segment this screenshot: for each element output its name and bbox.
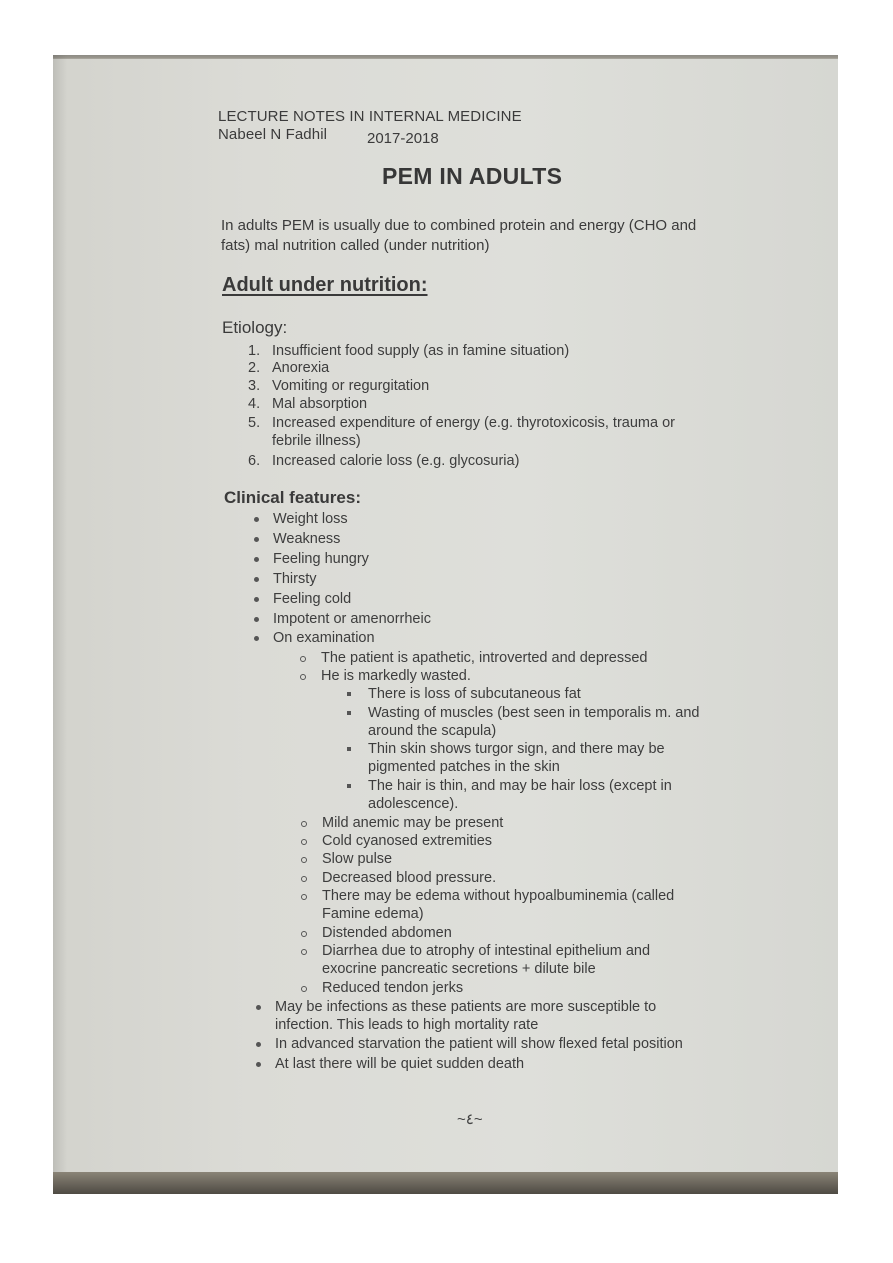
item-text: Insufficient food supply (as in famine situation) <box>272 343 570 359</box>
bullet-icon <box>254 636 259 641</box>
item-text: Weight loss <box>273 511 348 527</box>
list-item <box>322 888 712 923</box>
item-text: There is loss of subcutaneous fat <box>368 686 581 702</box>
bullet-icon <box>256 1042 261 1047</box>
bullet-icon <box>254 597 259 602</box>
etiology-item <box>248 360 330 378</box>
item-text: Thirsty <box>273 571 317 587</box>
item-text: Reduced tendon jerks <box>322 980 464 996</box>
item-text: Weakness <box>273 531 341 547</box>
square-bullet-icon <box>347 692 351 696</box>
circle-bullet-icon <box>301 876 307 882</box>
etiology-item <box>248 396 368 414</box>
list-item <box>273 511 348 529</box>
list-item <box>275 999 705 1034</box>
item-text: Cold cyanosed extremities <box>322 833 493 849</box>
item-text: Feeling cold <box>273 591 352 607</box>
item-text: Slow pulse <box>322 851 393 867</box>
list-item <box>322 833 492 851</box>
list-item <box>322 851 392 869</box>
intro-paragraph: In adults PEM is usually due to combined protein and energy (CHO and fats) mal nutrition called (under nutrition) <box>221 217 697 254</box>
list-item <box>368 778 713 813</box>
etiology-item <box>248 415 712 450</box>
etiology-heading: Etiology: <box>222 318 288 337</box>
list-item <box>322 870 496 888</box>
item-text: Increased calorie loss (e.g. glycosuria) <box>272 453 520 469</box>
bullet-icon <box>254 577 259 582</box>
item-number: 3. <box>248 378 261 394</box>
circle-bullet-icon <box>301 931 307 937</box>
bullet-icon <box>254 537 259 542</box>
bullet-icon <box>254 557 259 562</box>
item-text: Impotent or amenorrheic <box>273 611 431 627</box>
bullet-icon <box>256 1005 261 1010</box>
list-item <box>322 925 452 943</box>
item-number: 5. <box>248 415 261 431</box>
item-number: 2. <box>248 360 261 376</box>
item-text: Mild anemic may be present <box>322 815 504 831</box>
item-text: At last there will be quiet sudden death <box>275 1056 525 1072</box>
square-bullet-icon <box>347 711 351 715</box>
square-bullet-icon <box>347 784 351 788</box>
list-item <box>321 668 471 686</box>
item-text: May be infections as these patients are more susceptible to infection. This leads to high mortality rate <box>275 999 657 1033</box>
background-surface <box>53 1172 838 1194</box>
list-item <box>273 551 369 569</box>
item-text: The patient is apathetic, introverted and depressed <box>321 650 648 666</box>
item-text: Distended abdomen <box>322 925 452 941</box>
list-item <box>322 980 463 998</box>
item-text: Anorexia <box>272 360 330 376</box>
list-item <box>321 650 647 668</box>
item-text: Feeling hungry <box>273 551 369 567</box>
bullet-icon <box>254 617 259 622</box>
item-text: Vomiting or regurgitation <box>272 378 430 394</box>
list-item <box>275 1036 735 1054</box>
list-item <box>368 741 708 776</box>
list-item <box>273 591 351 609</box>
circle-bullet-icon <box>300 656 306 662</box>
page-title: PEM IN ADULTS <box>382 163 563 189</box>
item-number: 1. <box>248 343 261 359</box>
list-item <box>273 630 375 648</box>
circle-bullet-icon <box>301 986 307 992</box>
circle-bullet-icon <box>301 949 307 955</box>
item-text: On examination <box>273 630 375 646</box>
item-number: 4. <box>248 396 261 412</box>
bullet-icon <box>254 517 259 522</box>
etiology-item <box>248 453 520 471</box>
circle-bullet-icon <box>301 821 307 827</box>
item-text: Decreased blood pressure. <box>322 870 497 886</box>
header-course: LECTURE NOTES IN INTERNAL MEDICINE <box>218 108 522 125</box>
circle-bullet-icon <box>301 894 307 900</box>
item-text: In advanced starvation the patient will show flexed fetal position <box>275 1036 683 1052</box>
etiology-item <box>248 378 430 396</box>
list-item <box>322 943 692 978</box>
list-item <box>275 1056 524 1074</box>
bullet-icon <box>256 1062 261 1067</box>
list-item <box>368 705 728 740</box>
item-text: He is markedly wasted. <box>321 668 471 684</box>
item-text: Mal absorption <box>272 396 368 412</box>
list-item <box>273 571 317 589</box>
list-item <box>322 815 503 833</box>
item-text: Thin skin shows turgor sign, and there may be pigmented patches in the skin <box>368 741 665 775</box>
etiology-item <box>248 343 570 361</box>
paper-shadow <box>53 55 67 1194</box>
square-bullet-icon <box>347 747 351 751</box>
clinical-features-heading: Clinical features: <box>224 488 361 507</box>
item-text: There may be edema without hypoalbuminemia (called Famine edema) <box>322 888 675 922</box>
item-number: 6. <box>248 453 261 469</box>
list-item <box>368 686 581 704</box>
item-text: Wasting of muscles (best seen in temporalis m. and around the scapula) <box>368 705 700 739</box>
circle-bullet-icon <box>300 674 306 680</box>
header-year: 2017-2018 <box>367 130 439 147</box>
section-heading: Adult under nutrition: <box>222 274 428 296</box>
circle-bullet-icon <box>301 839 307 845</box>
list-item <box>273 531 340 549</box>
header-author: Nabeel N Fadhil <box>218 126 328 143</box>
item-text: Increased expenditure of energy (e.g. thyrotoxicosis, trauma or febrile illness) <box>272 415 675 449</box>
item-text: The hair is thin, and may be hair loss (except in adolescence). <box>368 778 672 812</box>
list-item <box>273 611 431 629</box>
item-text: Diarrhea due to atrophy of intestinal epithelium and exocrine pancreatic secretions + dilute bile <box>322 943 651 977</box>
circle-bullet-icon <box>301 857 307 863</box>
page-number: ~٤~ <box>457 1111 483 1128</box>
